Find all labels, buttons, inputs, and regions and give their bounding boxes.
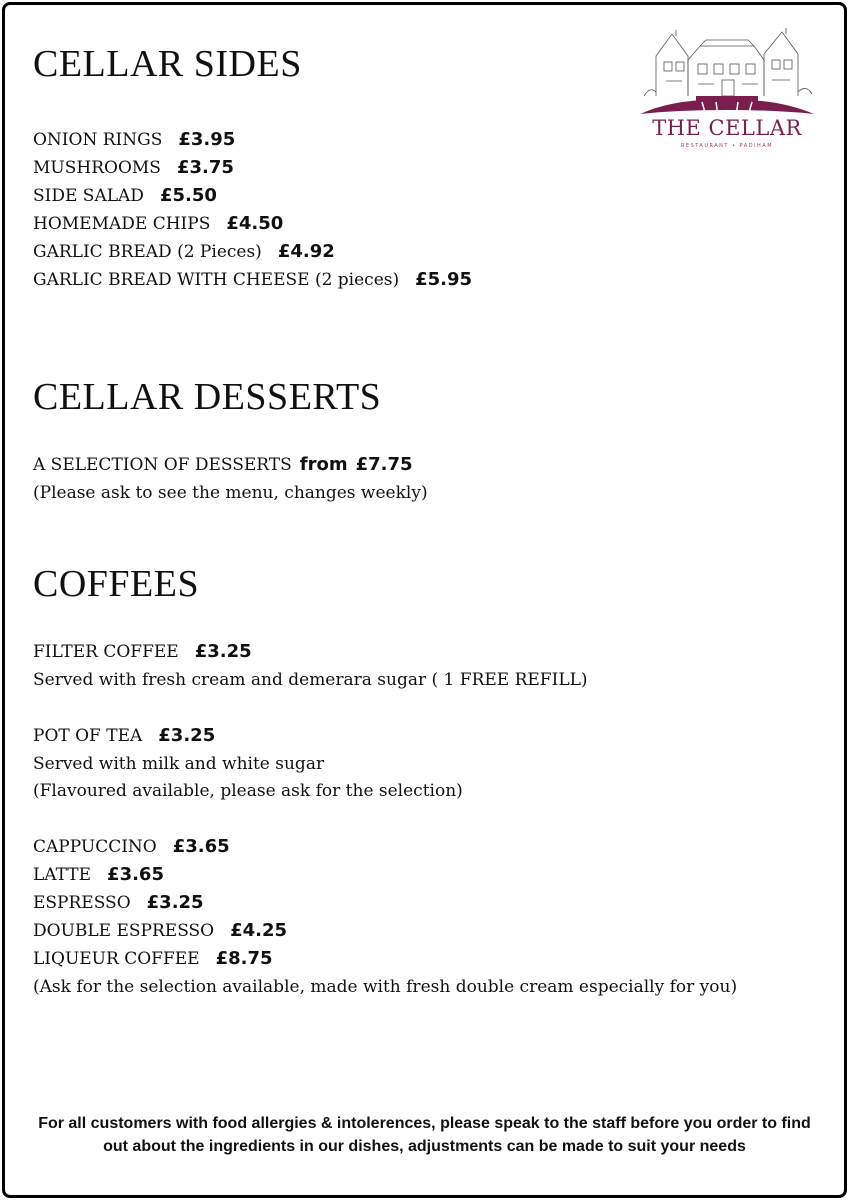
item-note: Served with fresh cream and demerara sugar ( 1 FREE REFILL) xyxy=(33,670,588,690)
menu-item: GARLIC BREAD WITH CHEESE (2 pieces) £5.95 xyxy=(33,269,473,290)
menu-item: MUSHROOMS £3.75 xyxy=(33,157,234,178)
menu-item: HOMEMADE CHIPS £4.50 xyxy=(33,213,284,234)
logo-wordmark: THE CELLAR xyxy=(652,116,802,140)
item-note: Served with milk and white sugar xyxy=(33,754,325,774)
item-note: (Flavoured available, please ask for the selection) xyxy=(33,781,463,801)
menu-item: POT OF TEA £3.25 xyxy=(33,725,216,746)
allergy-notice-line: For all customers with food allergies & intolerences, please speak to the staff before you order to find xyxy=(38,1115,811,1132)
menu-item: SIDE SALAD £5.50 xyxy=(33,185,217,206)
menu-item: GARLIC BREAD (2 Pieces) £4.92 xyxy=(33,241,335,262)
logo-tagline: RESTAURANT • PADIHAM xyxy=(680,143,774,149)
sides-heading: CELLAR SIDES xyxy=(33,43,302,85)
dessert-note: (Please ask to see the menu, changes weekly) xyxy=(33,483,428,503)
menu-item: FILTER COFFEE £3.25 xyxy=(33,641,252,662)
coffees-heading: COFFEES xyxy=(33,563,200,605)
restaurant-logo xyxy=(636,26,818,154)
menu-item: LATTE £3.65 xyxy=(33,864,164,885)
allergy-notice xyxy=(0,1112,849,1158)
menu-item: ESPRESSO £3.25 xyxy=(33,892,204,913)
desserts-heading: CELLAR DESSERTS xyxy=(33,376,382,418)
dessert-item: A SELECTION OF DESSERTS from £7.75 xyxy=(33,454,413,475)
menu-item: LIQUEUR COFFEE £8.75 xyxy=(33,948,273,969)
menu-item: ONION RINGS £3.95 xyxy=(33,129,236,150)
menu-item: CAPPUCCINO £3.65 xyxy=(33,836,230,857)
menu-item: DOUBLE ESPRESSO £4.25 xyxy=(33,920,288,941)
item-note: (Ask for the selection available, made with fresh double cream especially for you) xyxy=(33,977,738,997)
allergy-notice-line: out about the ingredients in our dishes, adjustments can be made to suit your needs xyxy=(103,1138,746,1155)
building-illustration-icon xyxy=(636,26,818,126)
